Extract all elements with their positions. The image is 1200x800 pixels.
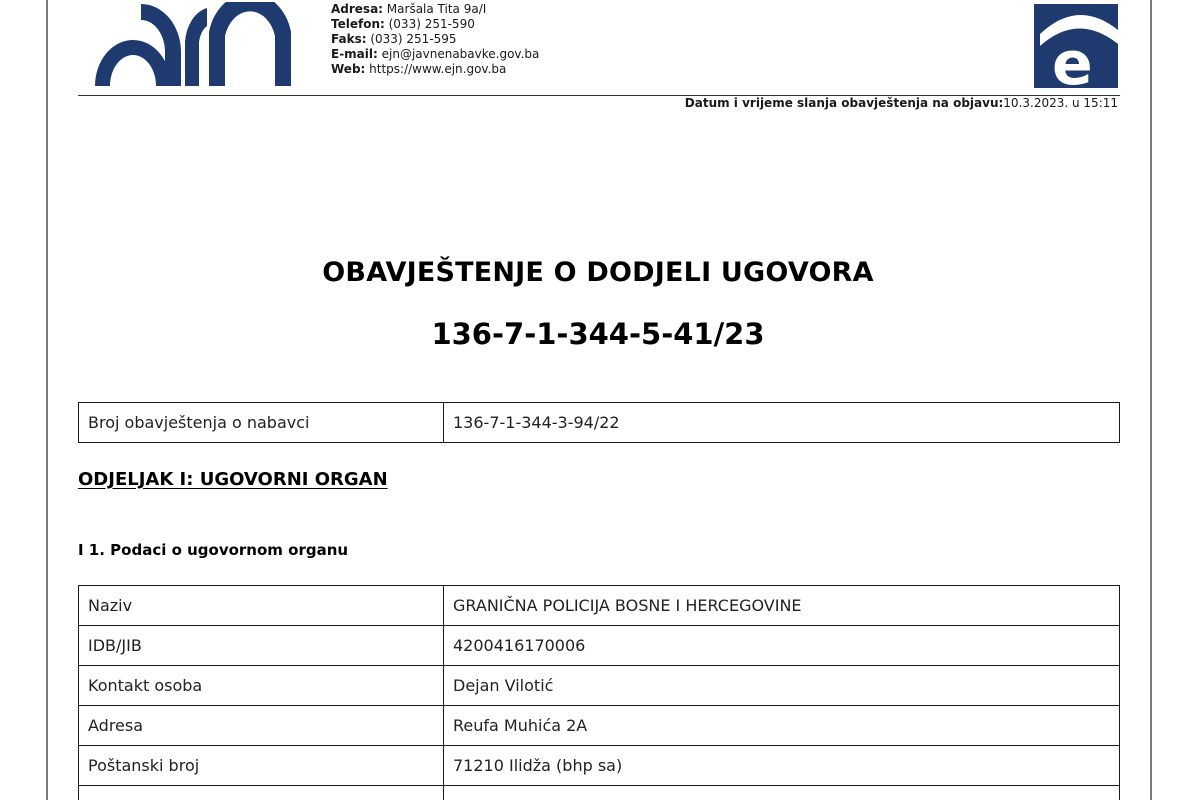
section-heading: ODJELJAK I: UGOVORNI ORGAN (78, 469, 388, 490)
contact-email (331, 47, 539, 62)
ejn-logo (1034, 4, 1118, 88)
table-cell-label: IDB/JIB (79, 626, 444, 666)
page-edge-left (46, 0, 48, 800)
ejn-logo-letter: e (1052, 29, 1093, 88)
table-cell-label: Poštanski broj (79, 746, 444, 786)
contact-web (331, 62, 539, 77)
contact-address (331, 2, 539, 17)
contact-address-key: Adresa: (331, 2, 383, 16)
table-cell-label: Naziv (79, 586, 444, 626)
contact-fax (331, 32, 539, 47)
published-datetime (685, 96, 1118, 111)
notice-table (78, 402, 1120, 443)
page-edge-right (1150, 0, 1152, 800)
table-cell-value: GRANIČNA POLICIJA BOSNE I HERCEGOVINE (444, 586, 1120, 626)
table-cell-value: Dejan Vilotić (444, 666, 1120, 706)
published-value: 10.3.2023. u 15:11 (1003, 96, 1118, 110)
table-row (79, 403, 1120, 443)
contact-phone-value: (033) 251-590 (384, 17, 475, 31)
contact-web-key: Web: (331, 62, 366, 76)
published-label: Datum i vrijeme slanja obavještenja na objavu: (684, 96, 1004, 110)
table-cell-value: 4200416170006 (444, 626, 1120, 666)
document-title: OBAVJEŠTENJE O DODJELI UGOVORA (322, 257, 874, 288)
table-row (79, 746, 1120, 786)
table-row (79, 586, 1120, 626)
contact-phone-key: Telefon: (331, 17, 385, 31)
document-number: 136-7-1-344-5-41/23 (431, 317, 765, 351)
contact-fax-key: Faks: (331, 32, 367, 46)
table-row (79, 786, 1120, 800)
table-cell-value (444, 786, 1120, 800)
contact-fax-value: (033) 251-595 (366, 32, 457, 46)
table-cell-value: 136-7-1-344-3-94/22 (444, 403, 1120, 443)
table-cell-label (79, 786, 444, 800)
contact-block (331, 2, 539, 77)
subsection-heading: I 1. Podaci o ugovornom organu (78, 541, 349, 559)
contact-phone (331, 17, 539, 32)
agency-logo (85, 2, 313, 88)
table-row (79, 666, 1120, 706)
contact-web-value: https://www.ejn.gov.ba (365, 62, 507, 76)
table-cell-label: Kontakt osoba (79, 666, 444, 706)
contact-address-value: Maršala Tita 9a/I (382, 2, 487, 16)
table-cell-value: 71210 Ilidža (bhp sa) (444, 746, 1120, 786)
table-cell-label: Broj obavještenja o nabavci (79, 403, 444, 443)
contact-email-value: ejn@javnenabavke.gov.ba (377, 47, 540, 61)
table-row (79, 626, 1120, 666)
table-cell-label: Adresa (79, 706, 444, 746)
table-row (79, 706, 1120, 746)
contact-email-key: E-mail: (331, 47, 378, 61)
authority-table (78, 585, 1120, 800)
table-cell-value: Reufa Muhića 2A (444, 706, 1120, 746)
